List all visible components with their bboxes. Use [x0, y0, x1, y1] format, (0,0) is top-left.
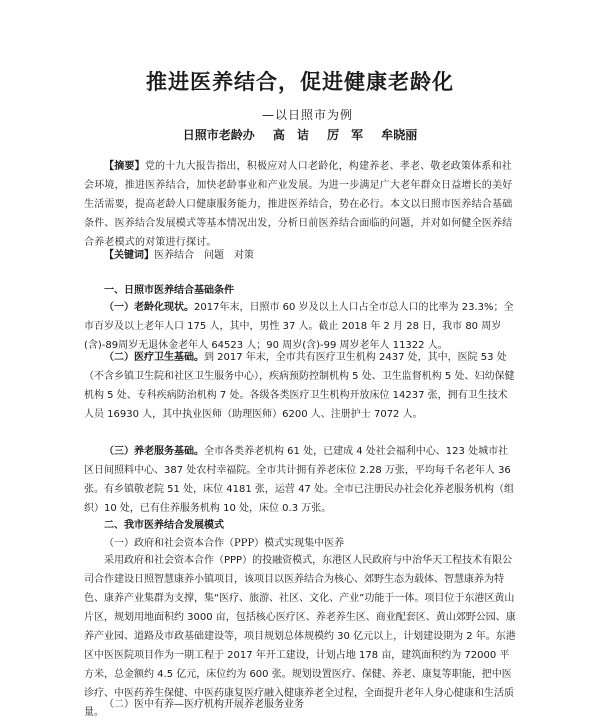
author-name: 高 诘	[272, 128, 309, 142]
author-org: 日照市老龄办	[182, 128, 255, 142]
section-heading: 一、日照市医养结合基础条件	[104, 285, 234, 296]
subtitle: —以日照市为例	[262, 108, 354, 122]
paragraph-text: 2017年末，日照市 60 岁及以上人口占全市总人口的比率为 23.3%；全市百岁及以上老年人口 175 人，其中，男性 37 人。截止 2018 年 2 月 28 日，我市 80 周岁(含)-89周岁无退休金老年人 64523 人；90 周岁(含)-99 周岁老年人 11322 人。	[84, 302, 514, 351]
paragraph-label: （一）老龄化现状。	[104, 302, 194, 313]
section-heading: 二、我市医养结合发展模式	[104, 520, 224, 531]
abstract-label: 【摘要】	[104, 161, 145, 172]
abstract-text: 党的十九大报告指出，积极应对人口老龄化，构建养老、孝老、敬老政策体系和社会环境，推进医养结合，加快老龄事业和产业发展。为进一步满足广大老年群众日益增长的美好生活需要，提高老龄人口健康服务能力，推进医养结合，势在必行。本文以日照市医养结合基础条件、医养结合发展模式等基本情况出发，分析日前医养结合面临的问题，并对如何健全医养结合养老模式的对策进行探讨。	[84, 161, 513, 248]
subsection-heading: （二）医中有养—医疗机构开展养老服务业务	[104, 699, 304, 710]
author-name: 牟晓丽	[381, 128, 418, 142]
paragraph-label: （三）养老服务基础。	[104, 446, 204, 457]
paragraph-text: 到 2017 年末，全市共有医疗卫生机构 2437 处，其中，医院 53 处（不含乡镇卫生院和社区卫生服务中心），疾病预防控制机构 5 处、卫生监督机构 5 处、妇幼保健机构 5 处、专科疾病防治机构 7 处。各级各类医疗卫生机构开放床位 14237 张，拥有卫生技术人员 16930 人，其中执业医师（助理医师）6200 人、注册护士 7072 人。	[84, 352, 515, 420]
paragraph-label: （二）医疗卫生基础。	[104, 352, 204, 363]
keywords-text: 医养结合 问题 对策	[154, 250, 254, 261]
paragraph-text: 采用政府和社会资本合作（PPP）的投融资模式，东港区人民政府与中治华天工程技术有限公司合作建设日照智慧康养小镇项目，该项目以医养结合为核心、郊野生态为载体、智慧康养为特色、康养产业集群为支撑，集“医疗、旅游、社区、文化、产业”功能于一体。项目位于东港区黄山片区，规划用地面积约 3000 亩，包括核心医疗区、养老养生区、商业配套区、黄山郊野公园、康养产业园、道路及市政基础建设等，项目规划总体规模约 30 亿元以上，计划建设期为 2 年。东港区中医医院项目作为一期工程于 2017 年开工建设，计划占地 178 亩，建筑面积约为 72000 平方米，总金额约 4.5 亿元，床位约为 600 张。规划设置医疗、保健、养老、康复等职能，把中医诊疗、中医药养生保健、中医药康复医疗融入健康养老全过程，全面提升老年人身心健康和生活质量。	[84, 555, 516, 718]
author-name: 厉 军	[327, 128, 364, 142]
author-line	[0, 126, 600, 143]
paragraph-text: 全市各类养老机构 61 处，已建成 4 处社会福利中心、123 处城市社区日间照料中心、387 处农村幸福院。全市共计拥有养老床位 2.28 万张，平均每千名老年人 36 张。有乡镇敬老院 51 处，床位 4181 张，运营 47 处。全市已注册民办社会化养老服务机构（组织）10 处，已有住养服务机构 10 处，床位 0.3 万张。	[84, 446, 514, 514]
page-title: 推进医养结合，促进健康老龄化	[146, 70, 454, 94]
subsection-heading: （一）政府和社会资本合作（PPP）模式实现集中医养	[104, 538, 345, 549]
paragraph	[84, 298, 516, 355]
paragraph	[84, 348, 516, 424]
paragraph	[84, 442, 516, 518]
abstract	[84, 157, 516, 252]
keywords	[84, 246, 516, 265]
keywords-label: 【关键词】	[104, 250, 154, 261]
